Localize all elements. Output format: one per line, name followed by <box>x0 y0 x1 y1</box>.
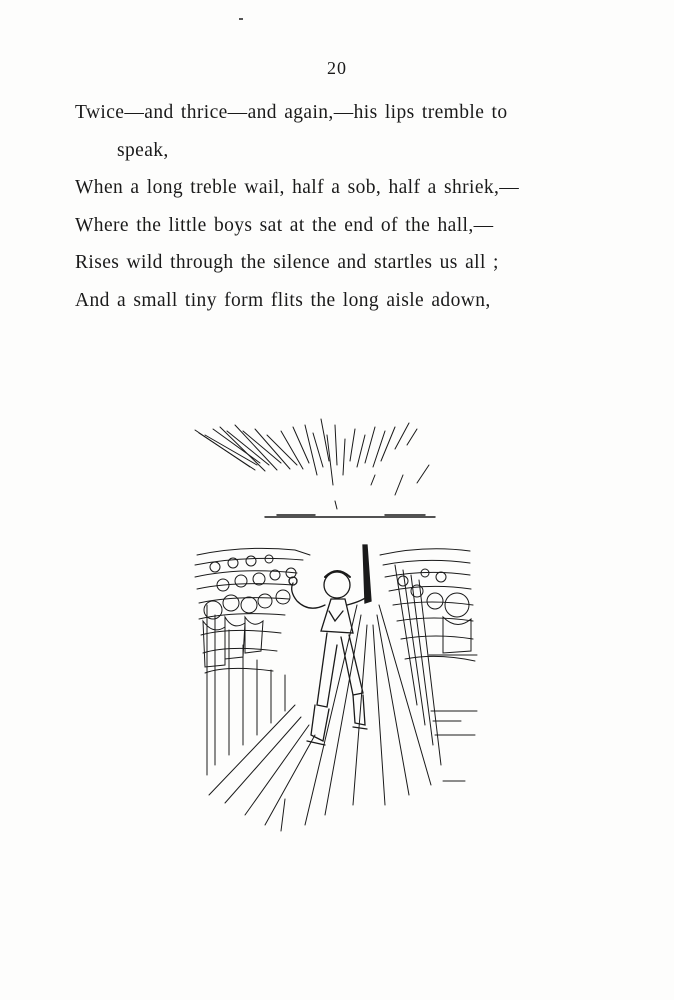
boy-running-illustration <box>185 405 485 835</box>
poem-line: Rises wild through the silence and startles us all ; <box>75 252 499 273</box>
poem-line: And a small tiny form flits the long aisle adown, <box>75 289 491 311</box>
light-rays <box>195 419 429 509</box>
poem-line: Where the little boys sat at the end of the hall,— <box>75 214 494 236</box>
horizon-line <box>265 515 435 517</box>
right-pews <box>380 549 477 781</box>
poem-line: When a long treble wail, half a sob, half a shriek,— <box>75 177 520 198</box>
poem-stanza <box>75 98 635 323</box>
running-boy <box>289 545 371 745</box>
aisle-floor <box>209 605 431 831</box>
poem-line: Twice—and thrice—and again,—his lips tremble to <box>75 102 508 123</box>
poem-line-continuation: speak, <box>117 139 169 161</box>
left-pews <box>195 548 310 775</box>
print-smudge <box>555 946 567 952</box>
page-number: 20 <box>327 58 347 78</box>
print-speck <box>239 18 243 20</box>
